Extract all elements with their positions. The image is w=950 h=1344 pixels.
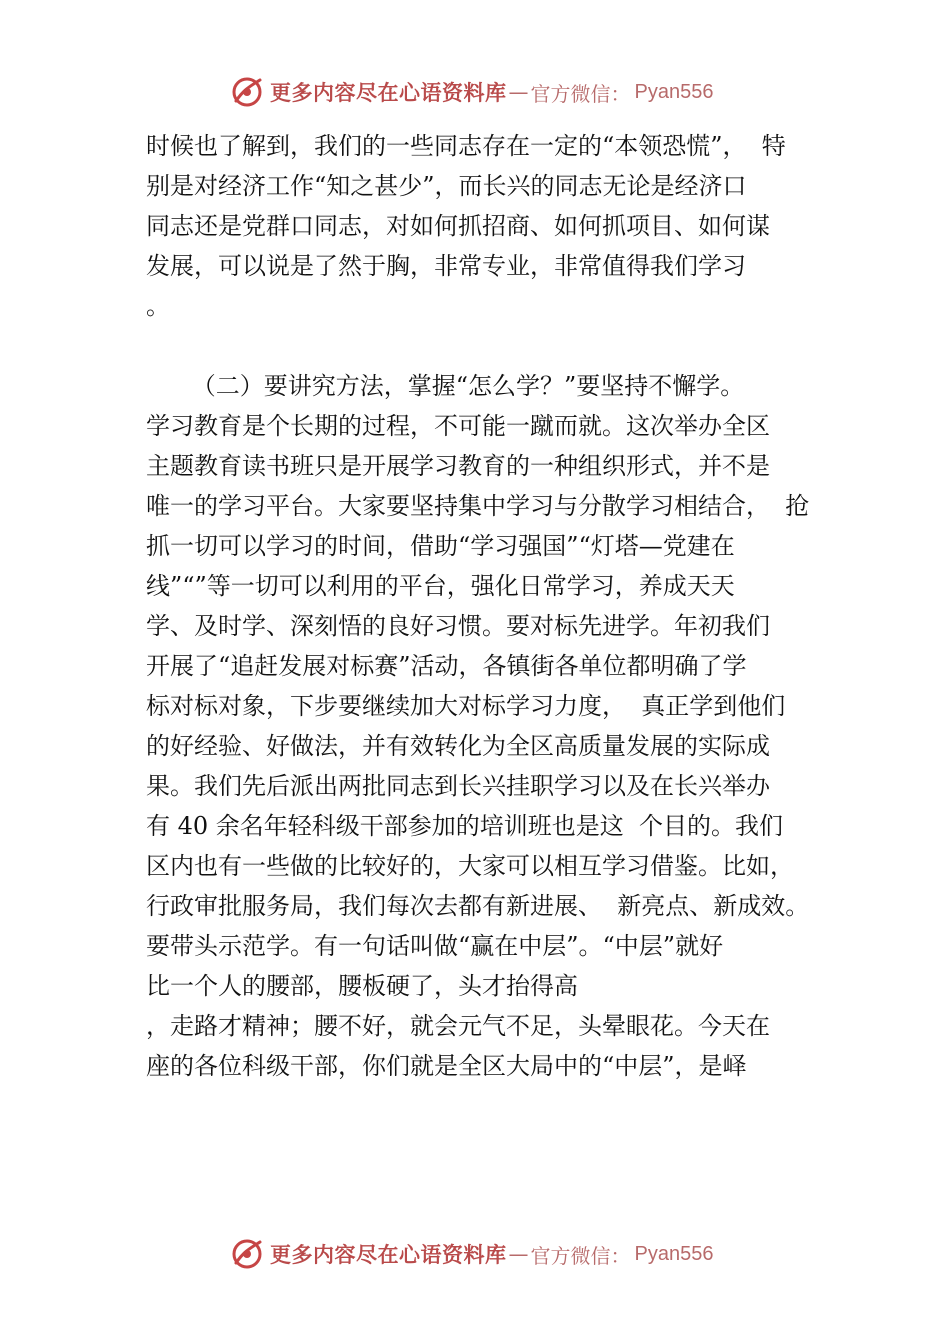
text-line: 同志还是党群口同志，对如何抓招商、如何抓项目、如何谋 <box>146 212 770 240</box>
watermark-text: 更多内容尽在心语资料库 <box>270 80 507 105</box>
watermark-wechat-id: Pyan556 <box>634 1242 714 1265</box>
logo-icon <box>230 75 264 109</box>
text-line: 发展，可以说是了然于胸，非常专业，非常值得我们学习 <box>146 252 746 280</box>
text-line: 学习教育是个长期的过程，不可能一蹴而就。这次举办全区 <box>146 412 770 440</box>
text-line: 。 <box>146 292 170 320</box>
watermark-wechat-id: Pyan556 <box>634 80 714 103</box>
text-line: 有 40 余名年轻科级干部参加的培训班也是这 个目的。我们 <box>146 812 784 840</box>
header-watermark <box>230 74 713 110</box>
text-line: 学、及时学、深刻悟的良好习惯。要对标先进学。年初我们 <box>146 612 770 640</box>
text-line: 的好经验、好做法，并有效转化为全区高质量发展的实际成 <box>146 732 770 760</box>
watermark-official-label: 官方微信： <box>530 81 631 106</box>
text-line: ，走路才精神；腰不好，就会元气不足，头晕眼花。今天在 <box>146 1012 770 1040</box>
text-line: 区内也有一些做的比较好的，大家可以相互学习借鉴。比如， <box>146 852 794 880</box>
logo-icon <box>230 1237 264 1271</box>
text-line: 主题教育读书班只是开展学习教育的一种组织形式，并不是 <box>146 452 770 480</box>
text-line: 开展了“追赶发展对标赛”活动，各镇街各单位都明确了学 <box>146 652 747 680</box>
text-line: 线”“”等一切可以利用的平台，强化日常学习，养成天天 <box>146 572 735 600</box>
text-line: 标对标对象，下步要继续加大对标学习力度， 真正学到他们 <box>146 692 786 720</box>
text-line: 时候也了解到，我们的一些同志存在一定的“本领恐慌”， 特 <box>146 132 786 160</box>
watermark-dash: — <box>508 1242 529 1266</box>
text-line: 唯一的学习平台。大家要坚持集中学习与分散学习相结合， 抢 <box>146 492 810 520</box>
text-line: 要带头示范学。有一句话叫做“赢在中层”。“中层”就好 <box>146 932 724 960</box>
text-line: 别是对经济工作“知之甚少”，而长兴的同志无论是经济口 <box>146 172 747 200</box>
section-heading: （二）要讲究方法，掌握“怎么学？”要坚持不懈学。 <box>146 372 745 400</box>
footer-watermark <box>230 1236 713 1272</box>
watermark-dash: — <box>508 80 529 104</box>
text-line: 抓一切可以学习的时间，借助“学习强国”“灯塔—党建在 <box>146 532 735 560</box>
watermark-text: 更多内容尽在心语资料库 <box>270 1242 507 1267</box>
text-line: 行政审批服务局，我们每次去都有新进展、 新亮点、新成效。 <box>146 892 810 920</box>
text-line: 果。我们先后派出两批同志到长兴挂职学习以及在长兴举办 <box>146 772 770 800</box>
text-line: 比一个人的腰部，腰板硬了，头才抬得高 <box>146 972 578 1000</box>
text-line: 座的各位科级干部，你们就是全区大局中的“中层”，是峄 <box>146 1052 747 1080</box>
watermark-official-label: 官方微信： <box>530 1243 631 1268</box>
